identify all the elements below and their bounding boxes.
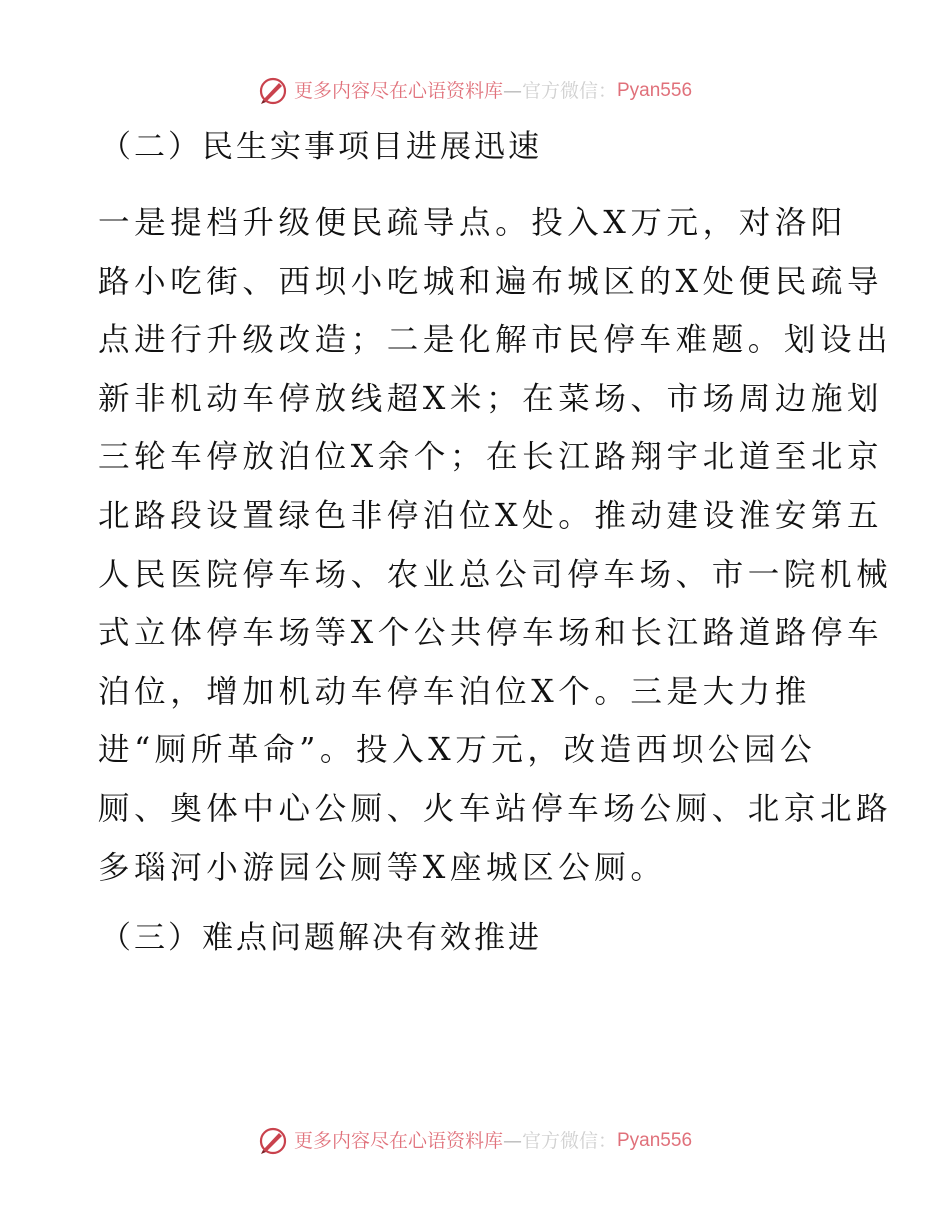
watermark-separator: — [502,80,522,102]
paragraph-line: 路小吃街、西坝小吃城和遍布城区的X处便民疏导 [98,263,884,300]
section-heading-2: （二）民生实事项目进展迅速 [100,129,542,165]
section-2-paragraph [98,194,892,897]
paragraph-line: 新非机动车停放线超X米；在菜场、市场周边施划 [98,380,884,417]
paragraph-line: 一是提档升级便民疏导点。投入X万元，对洛阳 [98,205,848,241]
watermark-separator: — [502,1130,522,1152]
paragraph-line: 多瑙河小游园公厕等X座城区公厕。 [98,849,667,886]
pen-circle-logo-icon [258,76,288,106]
paragraph-line: 进“厕所革命”。投入X万元，改造西坝公园公 [98,732,817,769]
paragraph-line: 点进行升级改造；二是化解市民停车难题。划设出 [98,322,893,359]
watermark-footer [0,1126,950,1156]
watermark-text: 更多内容尽在心语资料库 [293,80,503,102]
paragraph-line: 泊位，增加机动车停车泊位X个。三是大力推 [98,673,811,710]
paragraph-line: 式立体停车场等X个公共停车场和长江路道路停车 [98,615,884,652]
watermark-header [0,76,950,106]
watermark-account: Pyan556 [617,80,693,101]
paragraph-line: 厕、奥体中心公厕、火车站停车场公厕、北京北路 [98,790,893,827]
paragraph-line: 三轮车停放泊位X余个；在长江路翔宇北道至北京 [98,439,884,476]
pen-circle-logo-icon [258,1126,288,1156]
watermark-account: Pyan556 [617,1130,693,1151]
watermark-text: 更多内容尽在心语资料库 [293,1130,503,1152]
watermark-official-label: 官方微信： [521,1130,617,1152]
paragraph-line: 人民医院停车场、农业总公司停车场、市一院机械 [98,556,893,593]
section-heading-3: （三）难点问题解决有效推进 [100,920,542,956]
watermark-official-label: 官方微信： [521,80,617,102]
paragraph-line: 北路段设置绿色非停泊位X处。推动建设淮安第五 [98,497,884,534]
